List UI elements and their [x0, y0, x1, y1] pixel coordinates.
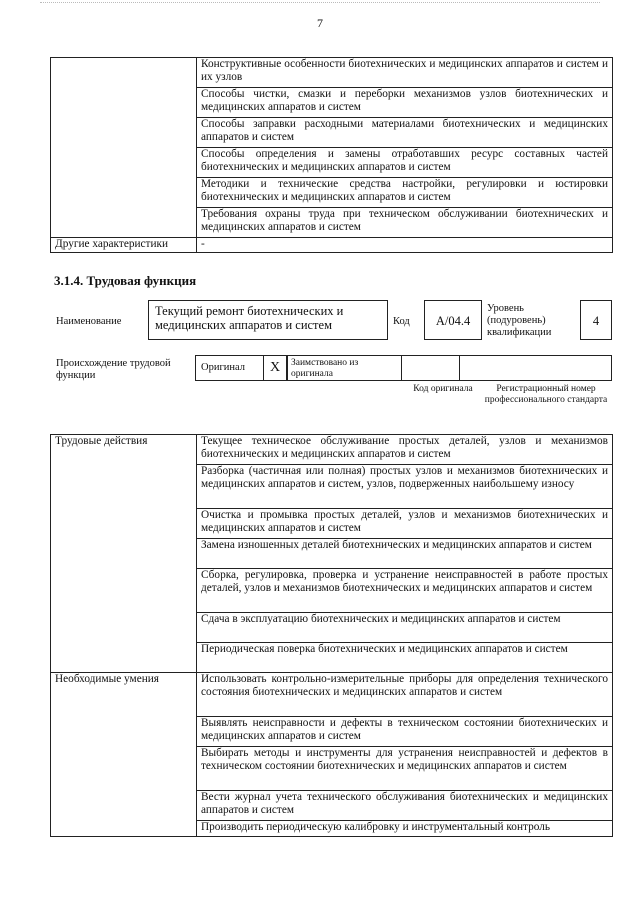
origin-row [195, 355, 612, 381]
knowledge-row: Способы заправки расходными материалами биотехнических и медицинских аппаратов и систем [197, 118, 613, 148]
knowledge-row: Конструктивные особенности биотехнических и медицинских аппаратов и систем и их узлов [197, 58, 613, 88]
name-label: Наименование [56, 316, 122, 327]
function-code-box [424, 300, 482, 340]
labor-action-row: Разборка (частичная или полная) простых узлов и механизмов биотехнических и медицинских аппаратов и систем, узлов, подверженных наибольшему износу [197, 465, 613, 509]
function-name-value: Текущий ремонт биотехнических и медицинских аппаратов и систем [155, 304, 344, 332]
page-number: 7 [317, 16, 323, 30]
labor-action-row: Сдача в эксплуатацию биотехнических и медицинских аппаратов и систем [197, 613, 613, 643]
origin-label: Происхождение трудовой функции [56, 358, 171, 381]
knowledge-row: Способы чистки, смазки и переборки механизмов узлов биотехнических и медицинских аппаратов и систем [197, 88, 613, 118]
borrowed-label: Заимствовано из оригинала [291, 358, 359, 379]
labor-function-table [50, 434, 613, 837]
borrowed-box [287, 355, 402, 381]
qualification-level-value: 4 [592, 314, 600, 328]
other-characteristics-value: - [197, 238, 613, 253]
skill-row: Выбирать методы и инструменты для устранения неисправностей и дефектов в техническом состоянии биотехнических и медицинских аппаратов и систем [197, 747, 613, 791]
qualification-level-box [580, 300, 612, 340]
registration-number-label: Регистрационный номер профессионального стандарта [484, 384, 608, 405]
original-code-label: Код оригинала [413, 384, 473, 394]
qualification-level-label: Уровень (подуровень) квалификации [487, 303, 552, 338]
labor-action-row: Сборка, регулировка, проверка и устранение неисправностей в работе простых деталей, узлов и механизмов биотехнических и медицинских аппаратов и систем [197, 569, 613, 613]
original-mark-box [263, 355, 287, 381]
skills-label: Необходимые умения [51, 673, 197, 837]
code-label: Код [393, 316, 410, 327]
original-label: Оригинал [201, 362, 245, 373]
scan-top-edge [40, 2, 600, 3]
other-characteristics-label: Другие характеристики [51, 238, 197, 253]
skill-row: Производить периодическую калибровку и инструментальный контроль [197, 821, 613, 837]
section-title: 3.1.4. Трудовая функция [54, 273, 197, 288]
labor-action-row: Текущее техническое обслуживание простых деталей, узлов и механизмов биотехнических и медицинских аппаратов и систем [197, 435, 613, 465]
knowledge-label-cell [51, 58, 197, 238]
skill-row: Вести журнал учета технического обслуживания биотехнических и медицинских аппаратов и систем [197, 791, 613, 821]
knowledge-row: Способы определения и замены отработавших ресурс составных частей биотехнических и медицинских аппаратов и систем [197, 148, 613, 178]
function-name-box [148, 300, 388, 340]
skill-row: Использовать контрольно-измерительные приборы для определения технического состояния биотехнических и медицинских аппаратов и систем [197, 673, 613, 717]
labor-actions-label: Трудовые действия [51, 435, 197, 673]
labor-action-row: Замена изношенных деталей биотехнических и медицинских аппаратов и систем [197, 539, 613, 569]
knowledge-row: Методики и технические средства настройки, регулировки и юстировки биотехнических и медицинских аппаратов и систем [197, 178, 613, 208]
labor-action-row: Периодическая поверка биотехнических и медицинских аппаратов и систем [197, 643, 613, 673]
original-mark: X [269, 360, 281, 375]
knowledge-row: Требования охраны труда при техническом обслуживании биотехнических и медицинских аппаратов и систем [197, 208, 613, 238]
function-code-value: A/04.4 [435, 314, 471, 328]
knowledge-table [50, 57, 613, 253]
labor-action-row: Очистка и промывка простых деталей, узлов и механизмов биотехнических и медицинских аппаратов и систем [197, 509, 613, 539]
skill-row: Выявлять неисправности и дефекты в техническом состоянии биотехнических и медицинских аппаратов и систем [197, 717, 613, 747]
